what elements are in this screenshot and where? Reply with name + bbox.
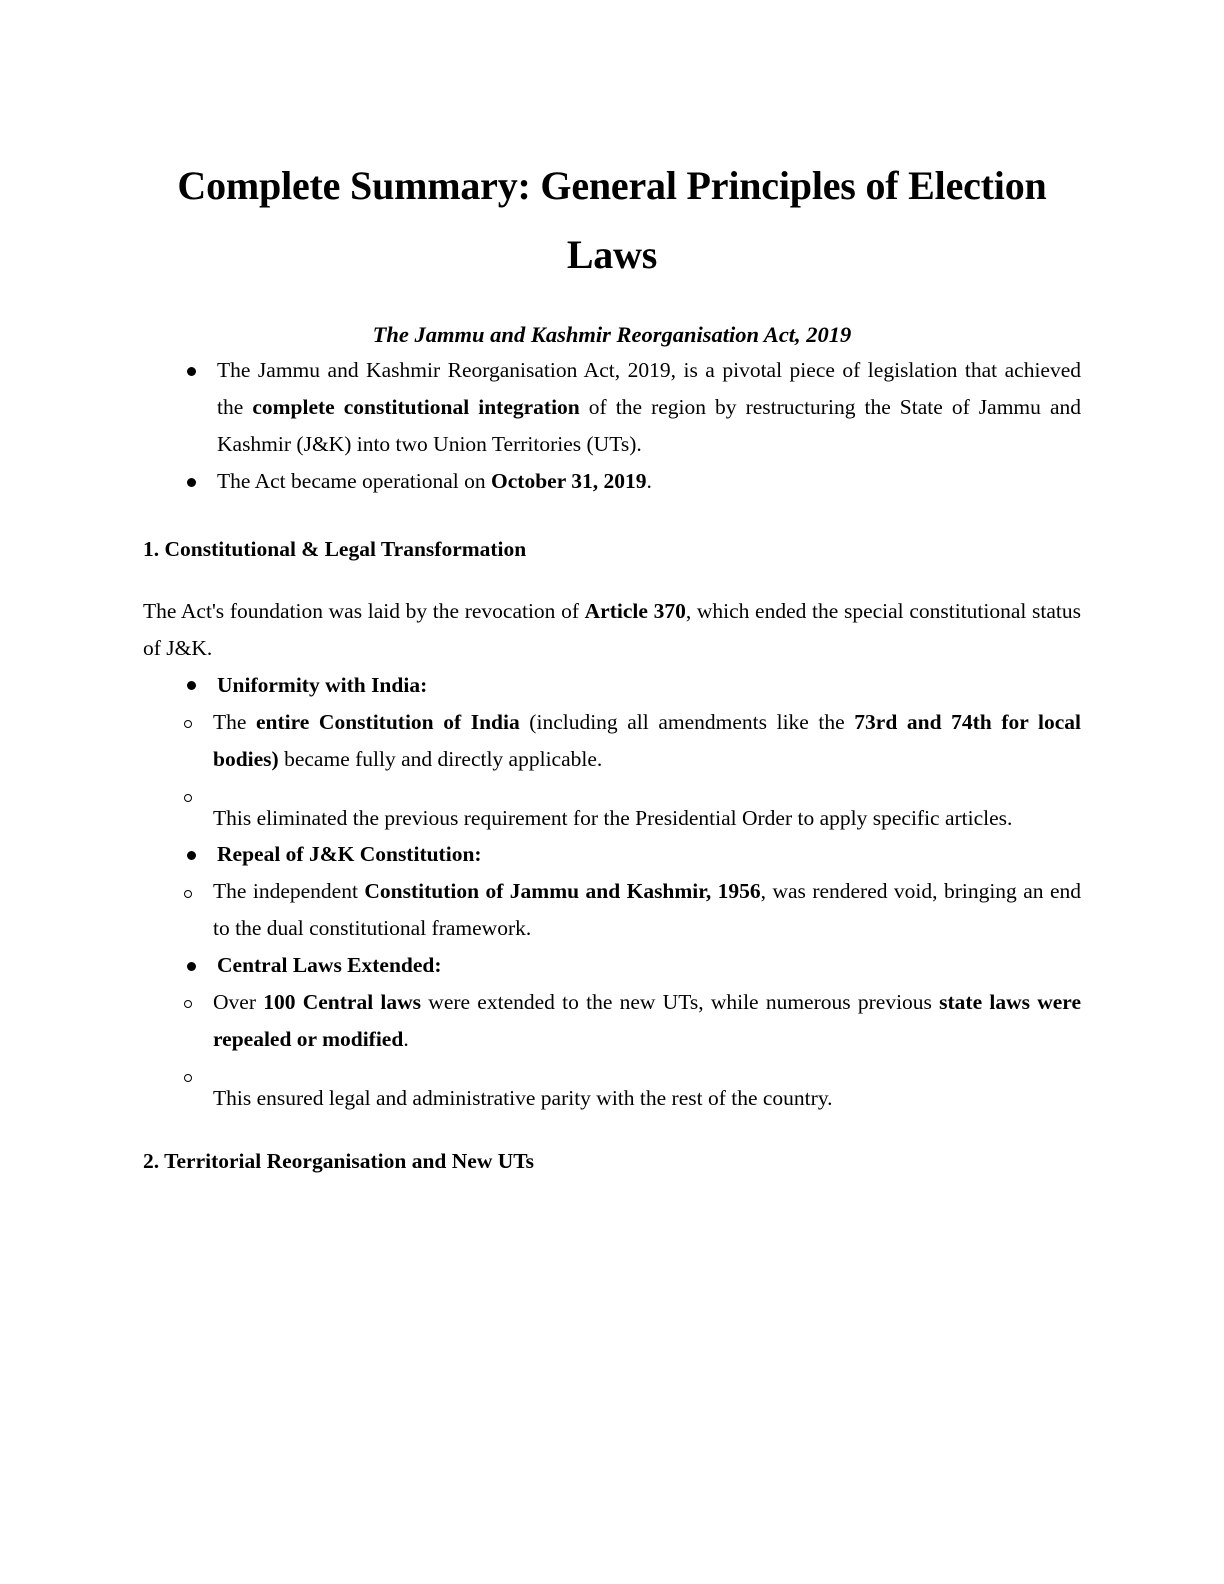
text-run-bold: complete constitutional integration [252, 395, 580, 420]
list-item-group-label [143, 836, 1081, 873]
sub-list-item-text [213, 806, 1012, 830]
text-run-bold: entire Constitution of India [256, 709, 520, 734]
text-run: The Act's foundation was laid by the revocation of [143, 598, 585, 623]
text-run: This ensured legal and administrative parity with the rest of the country. [213, 1086, 833, 1111]
text-run: The Jammu and Kashmir Reorganisation Act, 2019, is a pivotal piece of legislation that achieved the [217, 358, 1081, 420]
group-label-text: Central Laws Extended: [217, 953, 442, 978]
sub-bullet-list [143, 984, 1081, 1117]
group-bullet-list [143, 836, 1081, 873]
text-run: . [646, 469, 652, 494]
sub-list-item [143, 1058, 1081, 1117]
bullet-circle-icon [182, 984, 194, 1021]
bullet-circle-icon [182, 873, 194, 910]
sub-list-item-text [213, 1086, 833, 1110]
text-run-bold: Constitution of Jammu and Kashmir, 1956 [364, 879, 761, 904]
section-heading: 2. Territorial Reorganisation and New UTs [143, 1149, 534, 1174]
text-run: The Act became operational on [217, 469, 492, 494]
text-run-bold: Article 370 [584, 598, 686, 623]
section-list [143, 500, 1081, 1178]
list-item-group-label [143, 947, 1081, 984]
sub-list-item-text [213, 710, 1081, 771]
text-run-bold: October 31, 2019 [491, 469, 647, 494]
text-run-bold: 73rd and 74th for local bodies) [213, 709, 1081, 771]
bullet-circle-icon [182, 704, 194, 741]
sub-list-item-text [213, 990, 1081, 1051]
bullet-disc-icon [185, 947, 197, 984]
sub-bullet-list [143, 704, 1081, 837]
text-run: The [213, 709, 257, 734]
sub-list-item [143, 873, 1081, 947]
text-run: of the region by restructuring the State of Jammu and Kashmir (J&K) into two Union Territories (UTs). [217, 395, 1081, 457]
bullet-disc-icon [185, 352, 197, 389]
document-subtitle: The Jammu and Kashmir Reorganisation Act, 2019 [372, 321, 852, 347]
text-run: became fully and directly applicable. [278, 746, 603, 771]
section-paragraph [143, 567, 1081, 667]
group-bullet-list [143, 947, 1081, 984]
bullet-disc-icon [185, 463, 197, 500]
section-heading: 1. Constitutional & Legal Transformation [143, 537, 527, 562]
text-run: . [403, 1027, 409, 1052]
text-run-bold: state laws were repealed or modified [213, 990, 1082, 1052]
bullet-disc-icon [185, 836, 197, 873]
sub-list-item-text [213, 879, 1081, 940]
text-run: This eliminated the previous requirement for the Presidential Order to apply specific articles. [213, 805, 1013, 830]
sub-list-item [143, 704, 1081, 778]
text-run: The independent [213, 879, 365, 904]
sub-list-item [143, 984, 1081, 1058]
page-title: Complete Summary: General Principles of Election Laws [177, 163, 1047, 277]
list-item-text [217, 358, 1081, 456]
list-item [143, 463, 1081, 500]
sub-list-item [143, 778, 1081, 837]
group-label-text: Uniformity with India: [217, 672, 428, 697]
group-bullet-list [143, 667, 1081, 704]
bullet-circle-icon [182, 1058, 194, 1095]
text-run: were extended to the new UTs, while numerous previous [421, 990, 940, 1015]
list-item-text [217, 469, 652, 493]
list-item-group-label [143, 667, 1081, 704]
list-item [143, 352, 1081, 463]
bullet-disc-icon [185, 667, 197, 704]
bullet-circle-icon [182, 778, 194, 815]
sub-bullet-list [143, 873, 1081, 947]
text-run-bold: 100 Central laws [263, 990, 422, 1015]
intro-bullet-list [143, 352, 1081, 500]
text-run: , was rendered void, bringing an end to the dual constitutional framework. [213, 879, 1081, 941]
text-run: Over [213, 990, 264, 1015]
text-run: , which ended the special constitutional status of J&K. [143, 598, 1081, 660]
group-label-text: Repeal of J&K Constitution: [217, 842, 482, 867]
text-run: (including all amendments like the [519, 709, 855, 734]
